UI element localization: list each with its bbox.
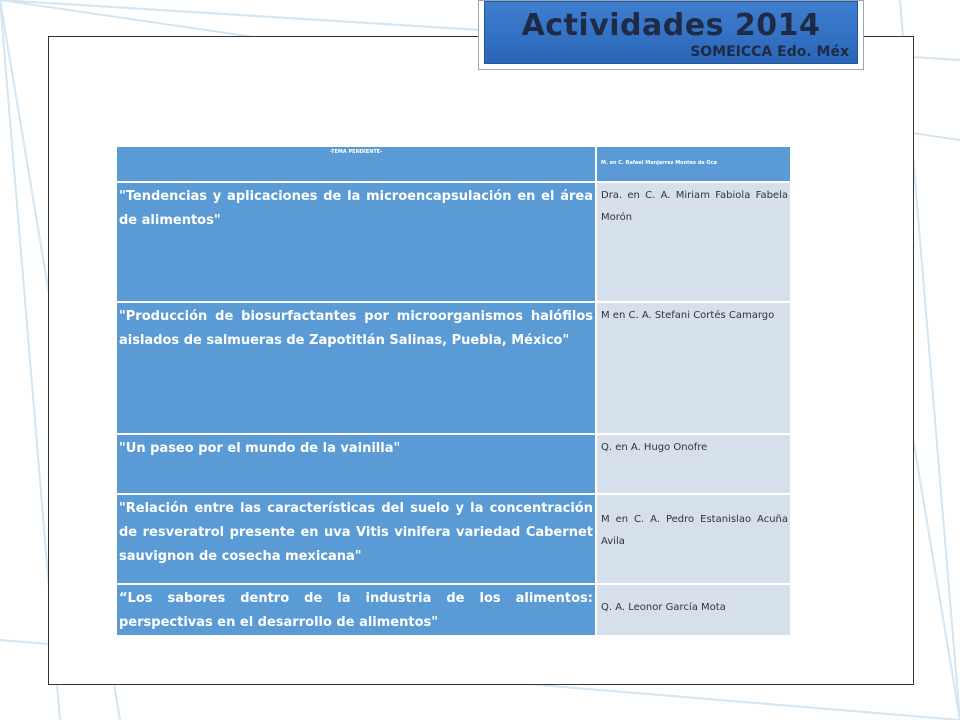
speaker-cell: [595, 435, 790, 495]
speaker-text: Dra. en C. A. Miriam Fabiola Fabela Morón: [601, 190, 788, 223]
banner-title: Actividades 2014: [521, 8, 821, 43]
header-speaker: M. en C. Rafael Manjarrez Montes de Oca: [601, 160, 717, 166]
header-topic: -TEMA PENDIENTE-: [329, 149, 383, 155]
talks-table: [117, 147, 790, 637]
title-banner-fill: [484, 1, 858, 64]
topic-cell: [117, 435, 595, 495]
banner-subtitle: SOMEICCA Edo. Méx: [690, 44, 849, 60]
topic-cell: [117, 585, 595, 637]
topic-text: "Relación entre las características del suelo y la concentración de resveratrol presente en uva Vitis vinifera variedad Cabernet sauvignon de cosecha mexicana": [119, 501, 593, 564]
table-row: [117, 183, 790, 303]
title-banner: [478, 0, 864, 70]
speaker-text: M en C. A. Stefani Cortés Camargo: [601, 310, 775, 321]
speaker-text: Q. A. Leonor García Mota: [601, 602, 726, 613]
topic-text: "Tendencias y aplicaciones de la microencapsulación en el área de alimentos": [119, 189, 593, 228]
topic-text: “Los sabores dentro de la industria de los alimentos: perspectivas en el desarrollo de alimentos": [119, 591, 593, 630]
speaker-cell: [595, 495, 790, 585]
topic-text: "Un paseo por el mundo de la vainilla": [119, 441, 401, 456]
table-row: [117, 435, 790, 495]
topic-text: "Producción de biosurfactantes por microorganismos halófilos aislados de salmueras de Zapotitlán Salinas, Puebla, México": [119, 309, 593, 348]
topic-cell: [117, 303, 595, 435]
speaker-cell: [595, 303, 790, 435]
table-header-row: [117, 147, 790, 183]
speaker-cell: [595, 183, 790, 303]
topic-cell: [117, 183, 595, 303]
speaker-text: Q. en A. Hugo Onofre: [601, 442, 708, 453]
header-speaker-cell: [595, 147, 790, 183]
speaker-cell: [595, 585, 790, 637]
table-row: [117, 303, 790, 435]
topic-cell: [117, 495, 595, 585]
table-row: [117, 495, 790, 585]
speaker-text: M en C. A. Pedro Estanislao Acuña Avila: [601, 514, 788, 547]
table-row: [117, 585, 790, 637]
header-topic-cell: [117, 147, 595, 183]
